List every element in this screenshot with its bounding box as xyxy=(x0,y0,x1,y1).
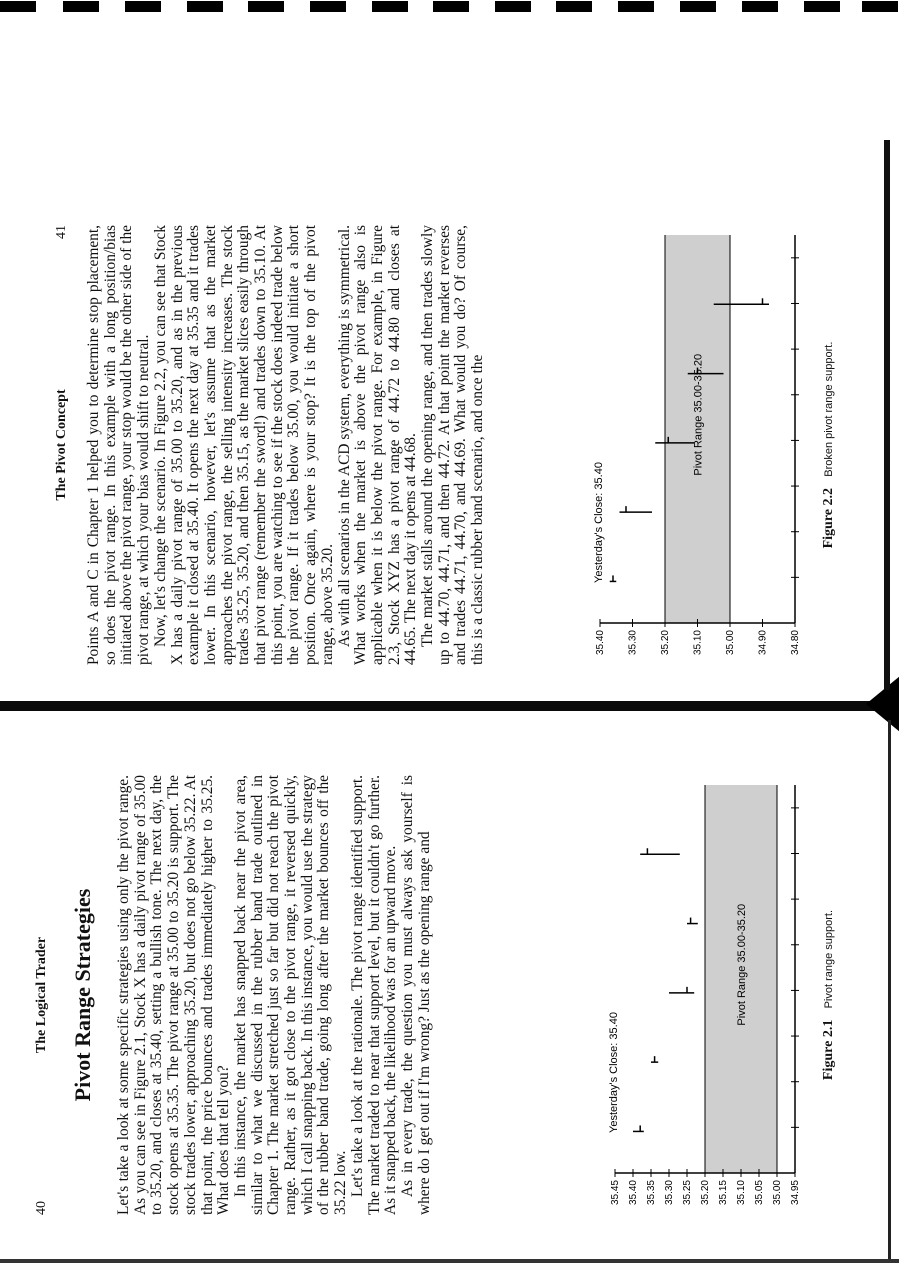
binder-hole xyxy=(742,1,778,12)
binder-hole xyxy=(63,1,99,12)
paragraph: In this instance, the market has snapped back near the pivot area, similar to what we discussed in the rubber band trade outlined in Chapter 1. The market stretched just so far but did not reach the pivot range. Rather, as it got close to the pivot range, it reversed quickly, which I call snapping back. In this instance, you would use the strategy of the rubber band trade, going long after the market bounces off the 35.22 low. xyxy=(231,775,350,1215)
figure-label: Figure 2.1 xyxy=(821,1019,836,1081)
binder-hole xyxy=(495,1,531,12)
binder-hole xyxy=(0,1,36,12)
figure-2-1-chart xyxy=(595,775,805,1215)
page-number: 40 xyxy=(34,1201,49,1215)
page-edge xyxy=(884,140,890,690)
y-tick-label: 35.10 xyxy=(692,630,704,656)
binder-hole xyxy=(862,1,898,12)
y-tick-label: 35.40 xyxy=(595,630,606,656)
y-tick-label: 34.80 xyxy=(790,630,801,656)
y-tick-label: 35.10 xyxy=(736,1180,747,1206)
y-tick-label: 35.05 xyxy=(754,1180,765,1206)
binder-hole xyxy=(680,1,716,12)
yesterday-close-label: Yesterday's Close: 35.40 xyxy=(608,1012,620,1133)
running-head-title: The Pivot Concept xyxy=(54,389,69,501)
chart-svg xyxy=(595,775,805,1215)
binder-hole xyxy=(618,1,654,12)
running-head-title: The Logical Trader xyxy=(34,936,49,1054)
y-tick-label: 35.30 xyxy=(664,1180,675,1206)
y-tick-label: 35.30 xyxy=(627,630,639,656)
pivot-range-label: Pivot Range 35.00-35.20 xyxy=(692,353,705,476)
chart-svg xyxy=(580,225,805,665)
y-tick-label: 35.45 xyxy=(610,1180,621,1206)
paragraph: Now, let's change the scenario. In Figure 2.2, you can see that Stock X has a daily pivot range of 35.00 to 35.20, and as in the previous example it closed at 35.40. It opens the next day at 35.35 and it trades lower. In this scenario, however, let's assume that as the market approaches the pivot range, the selling intensity increases. The stock trades 35.25, 35.20, and then 35.15, as the market slices easily through that pivot range (remember the sword!) and trades down to 35.10. At this point, you are watching to see if the stock does indeed trade below the pivot range. If it trades below 35.00, you would initiate a short position. Once again, where is your stop? It is the top of the pivot range, above 35.20. xyxy=(151,225,336,665)
paragraph: The market stalls around the opening range, and then trades slowly up to 44.70, 44.71, and then 44.72. At that point the market reverses and trades 44.71, 44.70, and 44.69. What would you do? Of course, this is a classic rubber band scenario, and once the xyxy=(419,225,487,665)
binder-hole xyxy=(433,1,469,12)
binder-hole xyxy=(310,1,346,12)
binder-holes xyxy=(0,0,899,14)
figure-2-2-chart xyxy=(580,225,805,665)
left-page xyxy=(20,775,850,1215)
y-tick-label: 35.35 xyxy=(646,1180,657,1206)
paragraph: Points A and C in Chapter 1 helped you to determine stop placement, so does the pivot range. In this example with a long position/bias initiated above the pivot range, your stop would be the other side of the pivot range, at which your bias would shift to neutral. xyxy=(85,225,153,665)
binder-hole xyxy=(372,1,408,12)
y-tick-label: 35.20 xyxy=(700,1180,711,1206)
spine-shadow xyxy=(866,676,899,732)
y-tick-label: 35.20 xyxy=(660,630,671,656)
y-tick-label: 35.40 xyxy=(628,1180,639,1206)
left-body-text xyxy=(116,775,433,1215)
y-tick-label: 34.90 xyxy=(757,630,769,656)
yesterday-close-label: Yesterday's Close: 35.40 xyxy=(593,462,605,583)
figure-label: Figure 2.2 xyxy=(821,488,836,549)
paragraph: Let's take a look at some specific strategies using only the pivot range. As you can see in Figure 2.1, Stock X has a daily pivot range of 35.00 to 35.20, and closes at 35.40, setting a bullish tone. The next day, the stock opens at 35.35. The pivot range at 35.00 to 35.20 is support. The stock trades lower, approaching 35.20, but does not go below 35.22. At that point, the price bounces and trades immediately higher to 35.25. What does that tell you? xyxy=(115,775,233,1215)
paragraph: As with all scenarios in the ACD system, everything is symmetrical. What works when the market is above the pivot range also is applicable when it is below the pivot range. For example, in Figure 2.3, Stock XYZ has a pivot range of 44.72 to 44.80 and closes at 44.65. The next day it opens at 44.68. xyxy=(335,225,420,665)
right-page xyxy=(40,225,860,665)
paragraph: Let's take a look at the rationale. The pivot range identified support. The market traded to near that support level, but it couldn't go further. As it snapped back, the likelihood was for an upward move. xyxy=(348,775,400,1215)
binder-hole xyxy=(125,1,161,12)
page-edge-lower xyxy=(888,720,891,1260)
pivot-range-label: Pivot Range 35.00-35.20 xyxy=(736,903,748,1026)
figure-caption-text: Pivot range support. xyxy=(823,909,835,1009)
binder-hole xyxy=(248,1,284,12)
y-tick-label: 34.95 xyxy=(790,1180,801,1206)
page-number: 41 xyxy=(54,225,69,239)
y-tick-label: 35.25 xyxy=(682,1180,693,1206)
y-tick-label: 35.00 xyxy=(725,630,736,656)
figure-caption xyxy=(820,775,837,1215)
figure-caption-text: Broken pivot range support. xyxy=(823,341,835,477)
figure-caption xyxy=(820,225,837,665)
page-bottom-edge xyxy=(0,1259,899,1263)
binder-hole xyxy=(556,1,592,12)
binder-hole xyxy=(187,1,223,12)
paragraph: As in every trade, the question you must always ask yourself is where do I get out if I'm wrong? Just as the opening range and xyxy=(398,775,433,1215)
book-spine xyxy=(0,701,899,711)
y-tick-label: 35.15 xyxy=(718,1180,729,1206)
section-title: Pivot Range Strategies xyxy=(70,888,95,1102)
y-tick-label: 35.00 xyxy=(772,1180,783,1206)
binder-hole xyxy=(804,1,840,12)
right-body-text xyxy=(86,225,487,665)
